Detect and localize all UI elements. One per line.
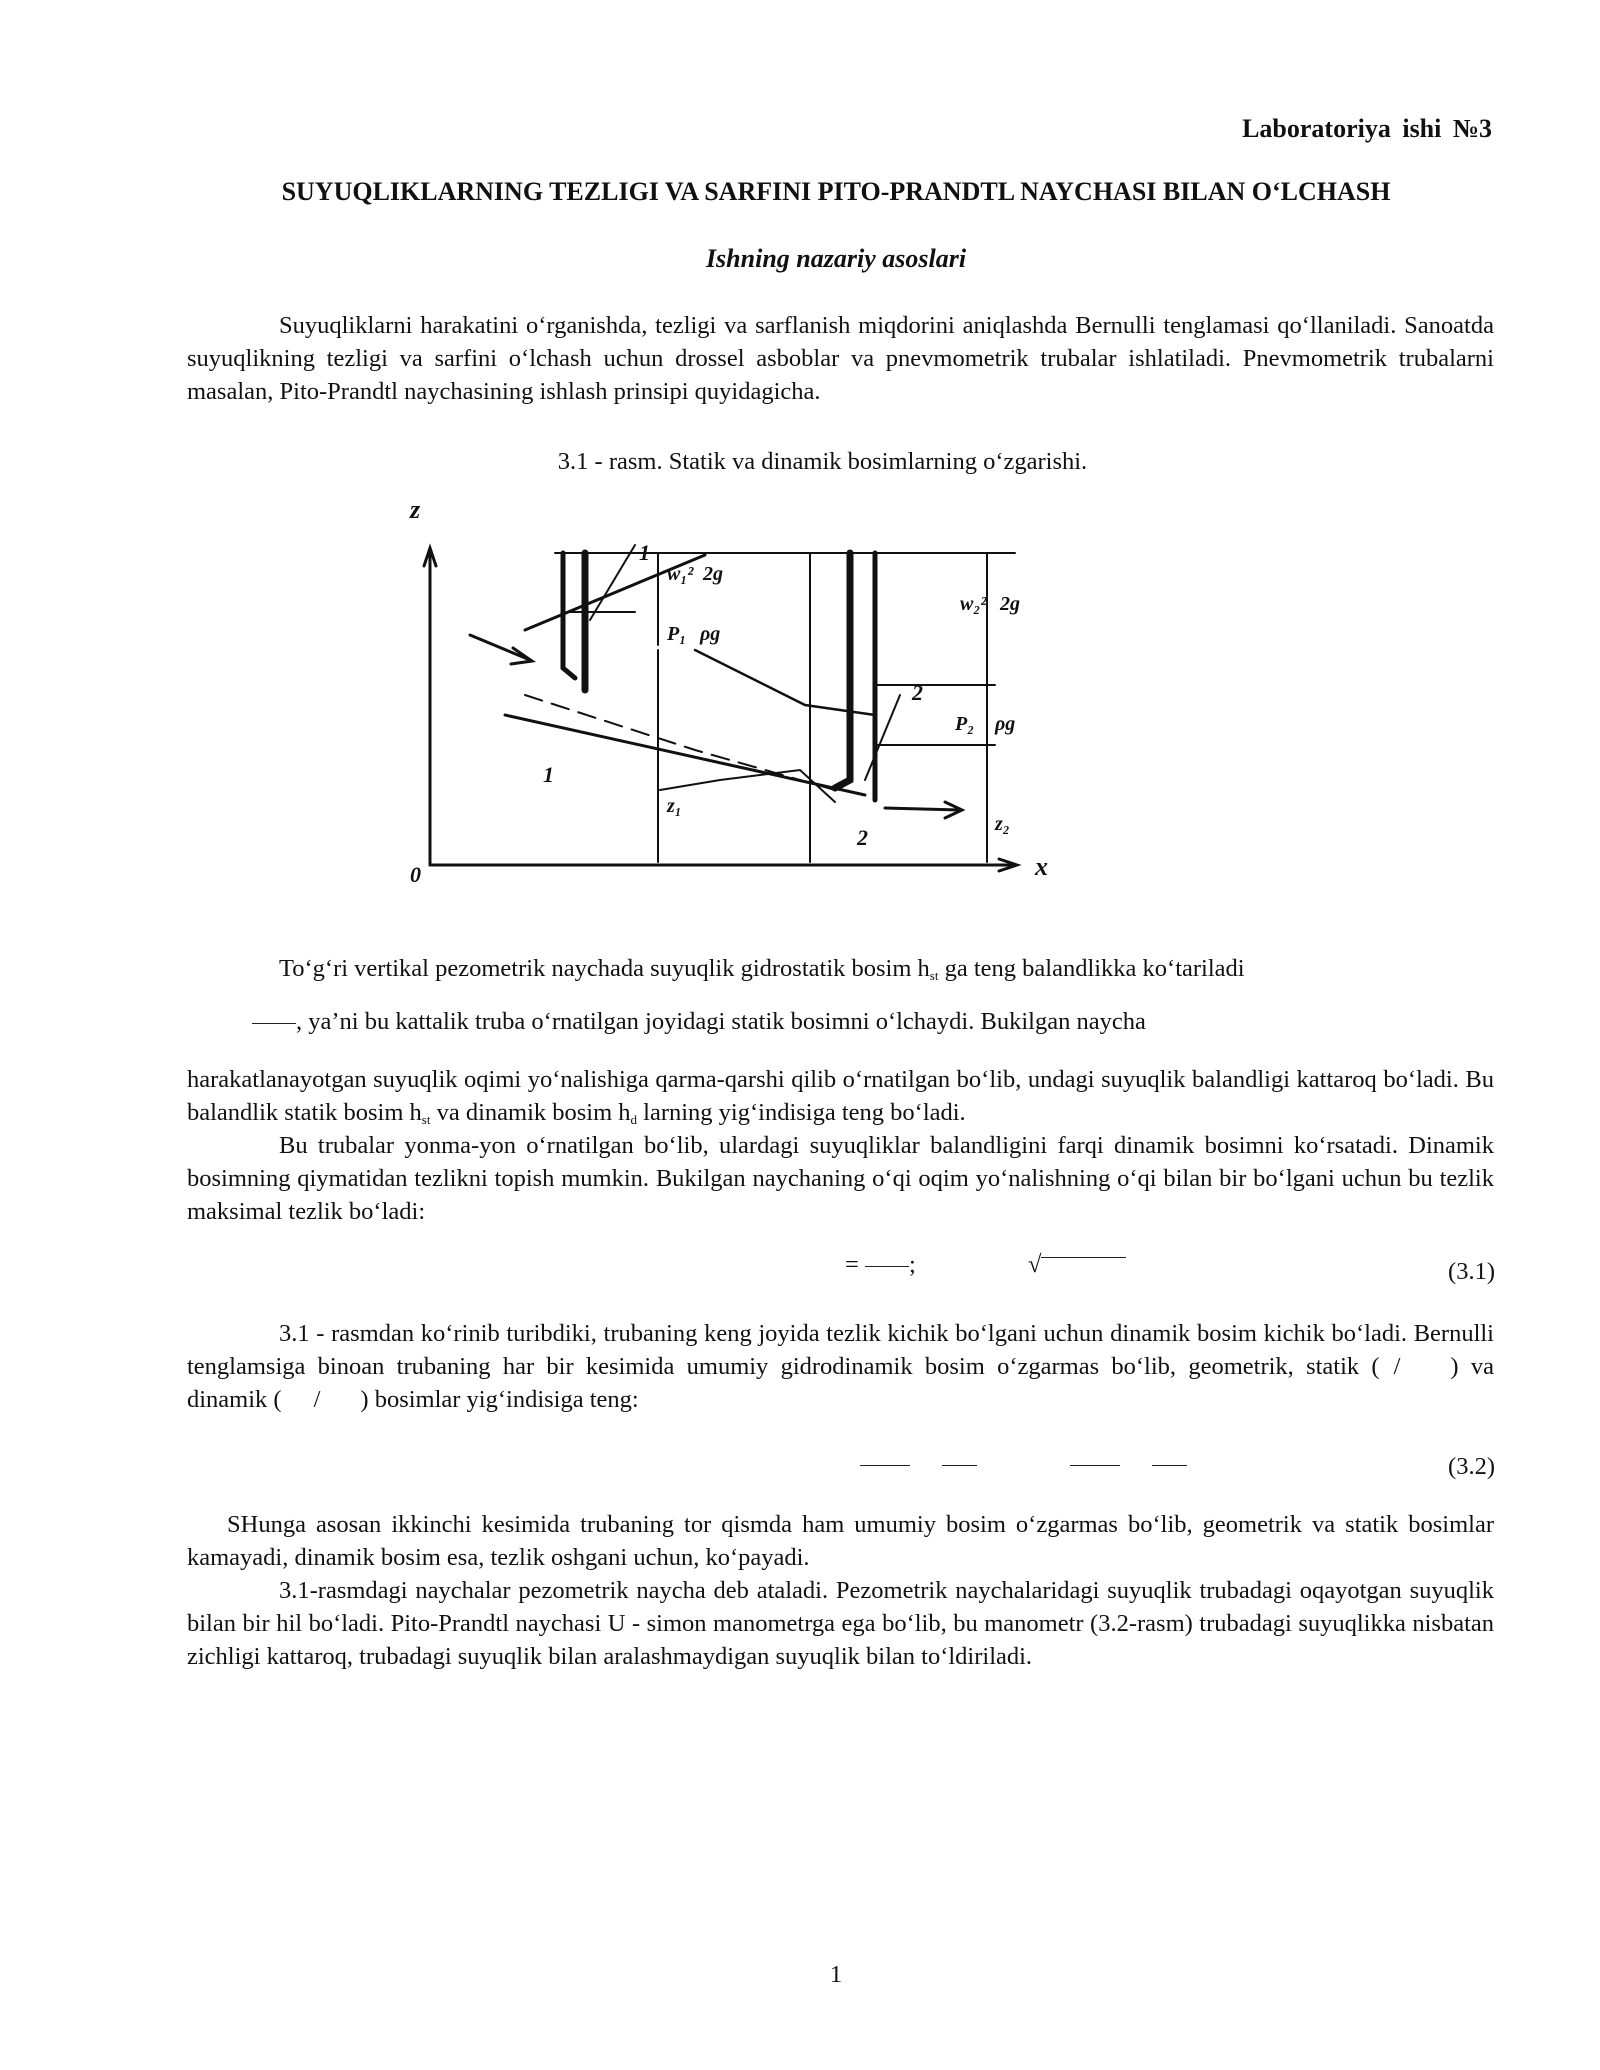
figure-caption: 3.1 - rasm. Statik va dinamik bosimlarning o‘zgarishi. xyxy=(557,448,1088,475)
z1-label: z₁ xyxy=(667,795,682,817)
flow-in-arrow xyxy=(470,635,530,660)
pitot-tube-2 xyxy=(835,553,850,788)
paragraph-static-pressure: To‘g‘ri vertikal pezometrik naychada suyuqlik gidrostatik bosim $h_{st}$ ga teng balandlikka ko‘tariladi xyxy=(279,955,1245,983)
section-1-cut xyxy=(590,545,635,620)
z-axis-label: z xyxy=(410,495,421,524)
equation-number-3-1: (3.1) xyxy=(1448,1258,1495,1285)
origin-label: 0 xyxy=(410,862,421,887)
equation-number-3-2: (3.2) xyxy=(1448,1453,1495,1480)
lab-number-heading: Laboratoriya ishi №3 xyxy=(1242,114,1492,143)
x-axis-label: x xyxy=(1035,852,1048,881)
section-2-label-lower: 2 xyxy=(857,825,868,850)
p1-label: P₁ xyxy=(667,623,687,645)
paragraph-static-pressure-line2: , ya’ni bu kattalik truba o‘rnatilgan joyidagi statik bosimni o‘lchaydi. Bukilgan naycha xyxy=(187,1005,1494,1038)
paragraph-bernoulli: 3.1 - rasmdan ko‘rinib turibdiki, trubaning keng joyida tezlik kichik bo‘lgani uchun dinamik bosim kichik bo‘ladi. Bernulli tenglamsiga binoan trubaning har bir kesimida umumiy gidrodinamik bosim o‘zgarmas bo‘lib, geometrik, statik ( / ) va dinamik ( / ) bosimlar yig‘indisiga teng: xyxy=(187,1320,1494,1413)
paragraph-manometer: 3.1-rasmdagi naychalar pezometrik naycha deb ataladi. Pezometrik naychalaridagi suyuqlik trubadagi oqayotgan suyuqlik bilan bir hil bo‘ladi. Pito-Prandtl naychasi U - simon manometrga ega bo‘lib, bu manometr (3.2-rasm) trubadagi suyuqlikka nisbatan zichligi kattaroq, trubadagi suyuqlik bilan aralashmaydigan suyuqlik bilan to‘ldiriladi. xyxy=(187,1577,1494,1670)
section-2-label-upper: 2 xyxy=(912,680,923,705)
page-number: 1 xyxy=(829,1961,843,1988)
rho-g-label-2: ρg xyxy=(995,713,1016,735)
section-1-label-lower: 1 xyxy=(543,762,554,787)
w1-label: w₁² xyxy=(667,563,694,585)
equation-3-2 xyxy=(860,1447,1187,1480)
z2-label: z₂ xyxy=(995,813,1010,835)
g2-label-2: 2g xyxy=(1000,593,1020,615)
w2-label: w₂² xyxy=(960,593,987,615)
section-2-cut xyxy=(865,695,900,780)
equation-3-1: = ; √ xyxy=(845,1248,1126,1281)
p2-label: P₂ xyxy=(955,713,975,735)
flow-out-arrow xyxy=(885,808,960,810)
section-subtitle: Ishning nazariy asoslari xyxy=(705,244,967,273)
g2-label-1: 2g xyxy=(703,563,723,585)
intro-paragraph: Suyuqliklarni harakatini o‘rganishda, tezligi va sarflanish miqdorini aniqlashda Bernulli tenglamasi qo‘llaniladi. Sanoatda suyuqlikning tezligi va sarfini o‘lchash uchun drossel asboblar va pnevmometrik trubalar ishlatiladi. Pnevmometrik trubalarni masalan, Pito-Prandtl naychasining ishlash prinsipi quyidagicha. xyxy=(187,312,1494,405)
paragraph-narrow-section: SHunga asosan ikkinchi kesimida trubaning tor qismda ham umumiy bosim o‘zgarmas bo‘lib, geometrik va statik bosimlar kamayadi, dinamik bosim esa, tezlik oshgani uchun, ko‘payadi. xyxy=(187,1511,1494,1571)
paragraph-dynamic-pressure: Bu trubalar yonma-yon o‘rnatilgan bo‘lib, ulardagi suyuqliklar balandligini farqi dinamik bosimni ko‘rsatadi. Dinamik bosimning qiymatidan tezlikni topish mumkin. Bukilgan naychaning o‘qi oqim yo‘nalishning o‘qi bilan bir bo‘lgani uchun bu tezlik maksimal tezlik bo‘ladi: xyxy=(187,1132,1494,1225)
paragraph-bent-tube: harakatlanayotgan suyuqlik oqimi yo‘nalishiga qarma-qarshi qilib o‘rnatilgan bo‘lib, undagi suyuqlik balandligi kattaroq bo‘ladi. Bu balandlik statik bosim $h_{st}$ va dinamik bosim $h_d$ larning yig‘indisiga teng bo‘ladi. xyxy=(187,1066,1494,1127)
document-title: SUYUQLIKLARNING TEZLIGI VA SARFINI PITO-PRANDTL NAYCHASI BILAN O‘LCHASH xyxy=(281,177,1391,206)
formula-placeholder xyxy=(252,1023,296,1024)
rho-g-label-1: ρg xyxy=(700,623,721,645)
pitot-tube-1 xyxy=(563,553,575,678)
pressure-diagram xyxy=(395,490,1115,900)
section-2-profile xyxy=(660,770,835,802)
section-1-label-upper: 1 xyxy=(639,540,650,565)
pipe-centerline xyxy=(525,695,835,790)
